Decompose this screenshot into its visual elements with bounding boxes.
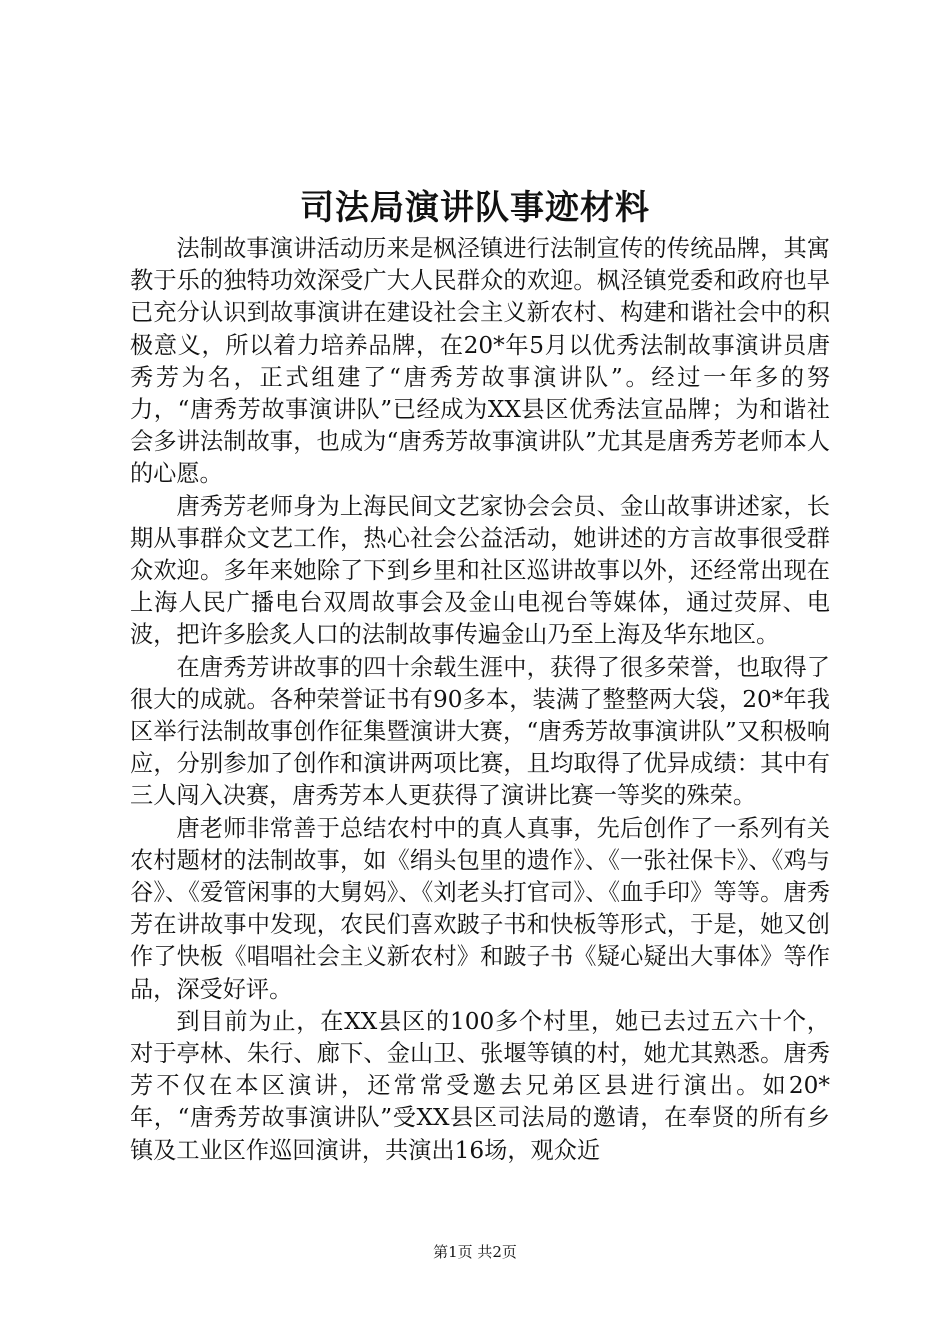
paragraph-4: 唐老师非常善于总结农村中的真人真事，先后创作了一系列有关农村题材的法制故事，如《绢头包里的遗作》、《一张社保卡》、《鸡与谷》、《爱管闲事的大舅妈》、《刘老头打官司》、《血手印》等等。唐秀芳在讲故事中发现，农民们喜欢跛子书和快板等形式，于是，她又创作了快板《唱唱社会主义新农村》和跛子书《疑心疑出大事体》等作品，深受好评。 (130, 814, 830, 1003)
document-title: 司法局演讲队事迹材料 (300, 188, 650, 228)
paragraph-3: 在唐秀芳讲故事的四十余载生涯中，获得了很多荣誉，也取得了很大的成就。各种荣誉证书有90多本，装满了整整两大袋，20*年我区举行法制故事创作征集暨演讲大赛，“唐秀芳故事演讲队”又积极响应，分别参加了创作和演讲两项比赛，且均取得了优异成绩：其中有三人闯入决赛，唐秀芳本人更获得了演讲比赛一等奖的殊荣。 (130, 653, 830, 810)
document-body (130, 233, 830, 1167)
paragraph-1: 法制故事演讲活动历来是枫泾镇进行法制宣传的传统品牌，其寓教于乐的独特功效深受广大人民群众的欢迎。枫泾镇党委和政府也早已充分认识到故事演讲在建设社会主义新农村、构建和谐社会中的积极意义，所以着力培养品牌，在20*年5月以优秀法制故事演讲员唐秀芳为名，正式组建了“唐秀芳故事演讲队”。经过一年多的努力，“唐秀芳故事演讲队”已经成为XX县区优秀法宣品牌；为和谐社会多讲法制故事，也成为“唐秀芳故事演讲队”尤其是唐秀芳老师本人的心愿。 (130, 235, 830, 488)
paragraph-2: 唐秀芳老师身为上海民间文艺家协会会员、金山故事讲述家，长期从事群众文艺工作，热心社会公益活动，她讲述的方言故事很受群众欢迎。多年来她除了下到乡里和社区巡讲故事以外，还经常出现在上海人民广播电台双周故事会及金山电视台等媒体，通过荧屏、电波，把许多脍炙人口的法制故事传遍金山乃至上海及华东地区。 (130, 492, 830, 649)
page-number-footer: 第1页 共2页 (433, 1243, 517, 1261)
paragraph-5: 到目前为止，在XX县区的100多个村里，她已去过五六十个，对于亭林、朱行、廊下、金山卫、张堰等镇的村，她尤其熟悉。唐秀芳不仅在本区演讲，还常常受邀去兄弟区县进行演出。如20*年，“唐秀芳故事演讲队”受XX县区司法局的邀请，在奉贤的所有乡镇及工业区作巡回演讲，共演出16场，观众近 (130, 1007, 830, 1164)
